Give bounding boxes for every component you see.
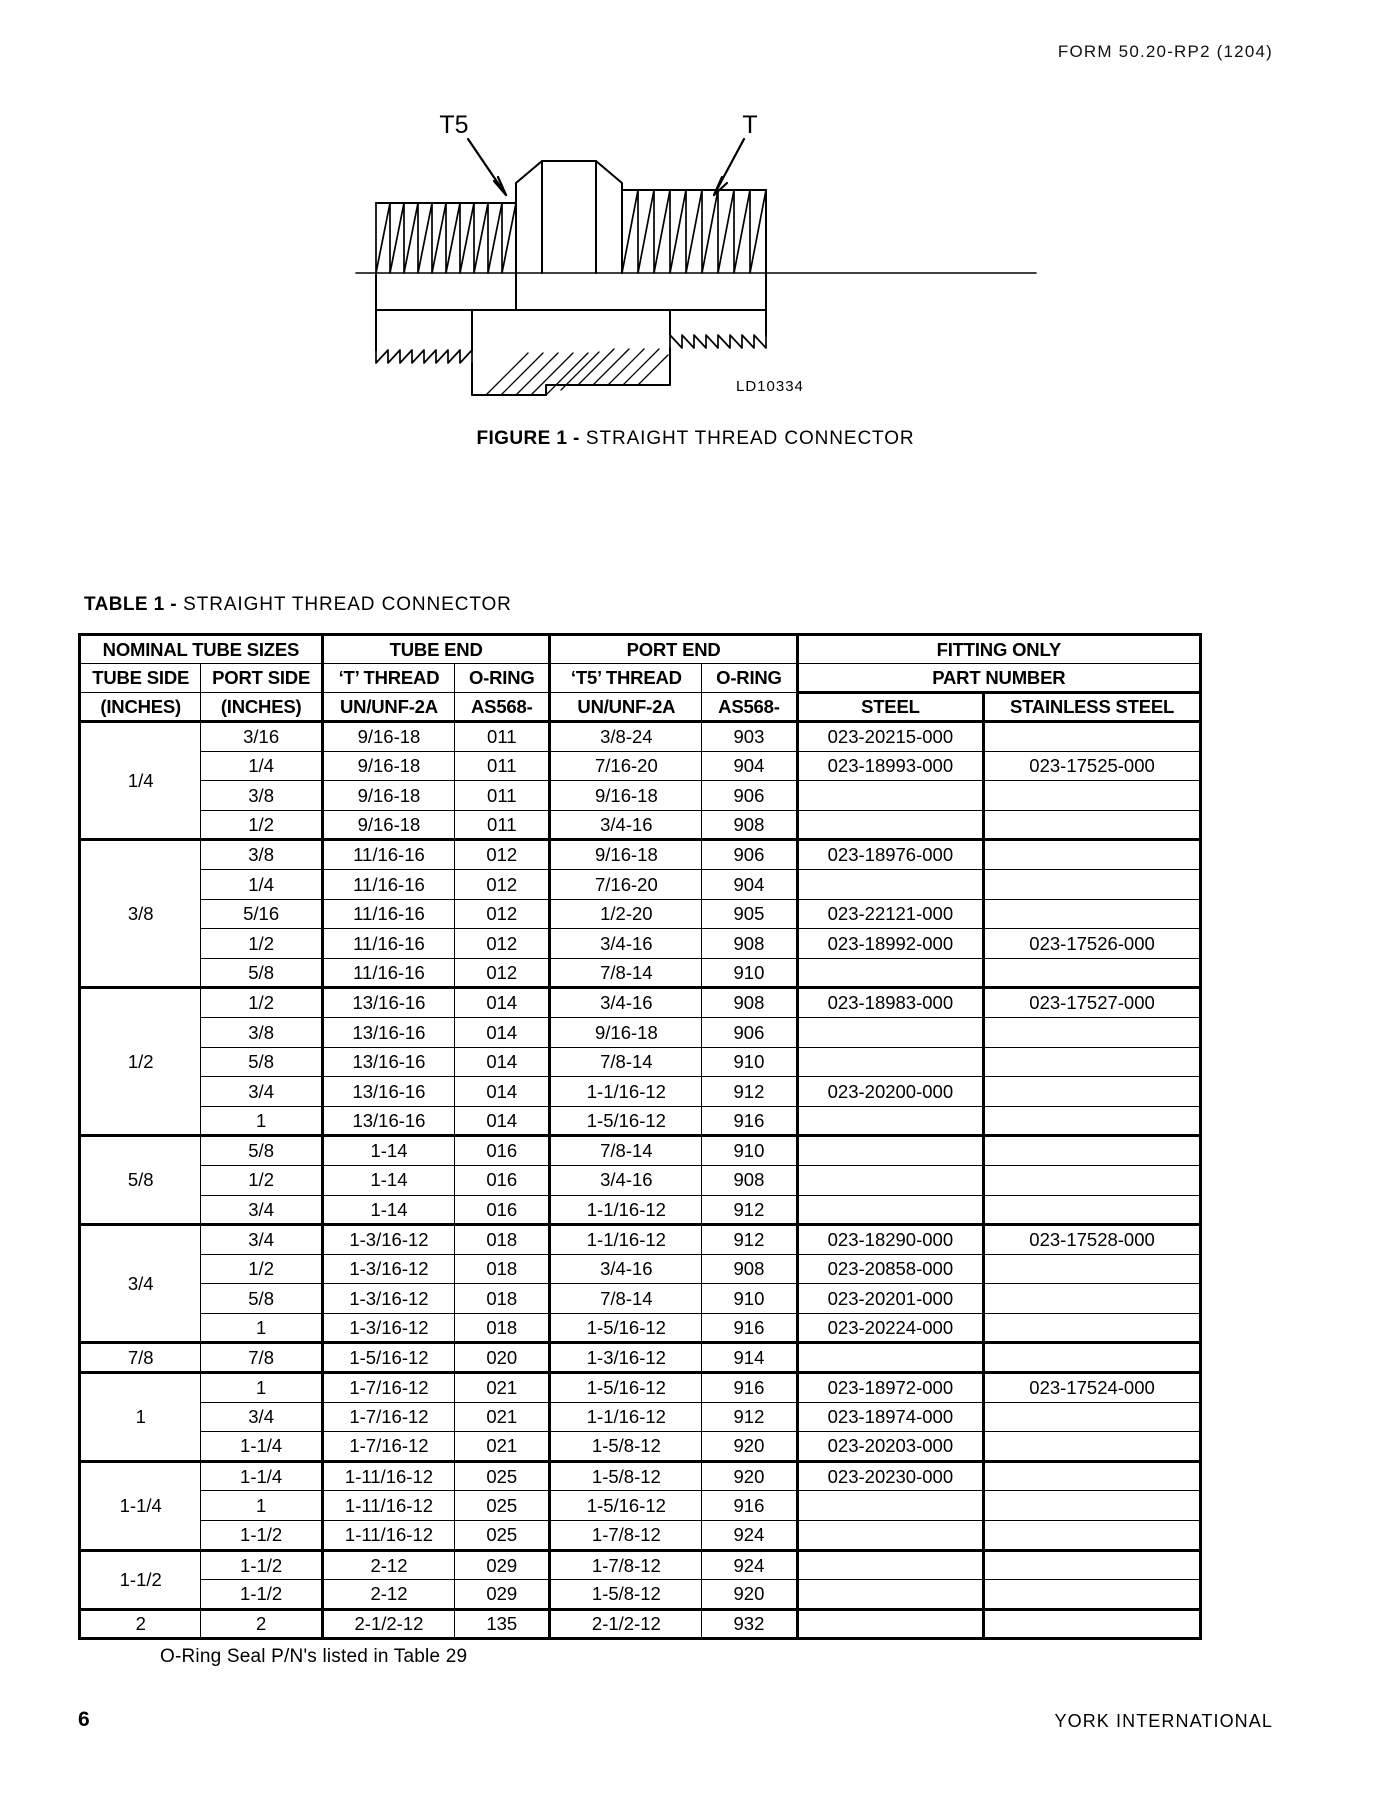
cell-port-side: 1/2	[201, 988, 322, 1018]
cell-t-thread: 1-11/16-12	[322, 1461, 454, 1491]
cell-oring-tube: 029	[455, 1580, 550, 1610]
th-part-number: PART NUMBER	[797, 664, 1200, 693]
cell-steel: 023-18976-000	[797, 840, 983, 870]
cell-t-thread: 1-7/16-12	[322, 1432, 454, 1462]
th-oring-tube-spec: AS568-	[455, 693, 550, 722]
cell-stainless	[984, 1313, 1201, 1343]
cell-oring-port: 910	[702, 1284, 797, 1314]
drawing-id: LD10334	[735, 378, 804, 395]
cell-oring-tube: 014	[455, 1077, 550, 1107]
cell-port-side: 1/2	[201, 1254, 322, 1284]
cell-oring-tube: 011	[455, 722, 550, 752]
cell-steel	[797, 810, 983, 840]
table-caption-text: STRAIGHT THREAD CONNECTOR	[176, 594, 512, 615]
cell-stainless	[984, 1461, 1201, 1491]
cell-steel: 023-18972-000	[797, 1373, 983, 1403]
cell-stainless	[984, 1609, 1201, 1639]
cell-t5-thread: 1-5/8-12	[550, 1461, 702, 1491]
cell-stainless	[984, 1165, 1201, 1195]
cell-port-side: 1	[201, 1491, 322, 1521]
label-t: T	[741, 111, 758, 139]
cell-t5-thread: 7/8-14	[550, 1047, 702, 1077]
cell-t5-thread: 9/16-18	[550, 781, 702, 811]
cell-steel	[797, 1491, 983, 1521]
cell-oring-port: 910	[702, 958, 797, 988]
table-row	[80, 722, 1201, 752]
cell-t5-thread: 1-5/8-12	[550, 1432, 702, 1462]
cell-oring-tube: 018	[455, 1254, 550, 1284]
cell-t5-thread: 7/8-14	[550, 1136, 702, 1166]
cell-oring-tube: 014	[455, 1047, 550, 1077]
cell-oring-tube: 018	[455, 1284, 550, 1314]
page-number: 6	[78, 1708, 90, 1731]
cell-t5-thread: 1-5/16-12	[550, 1106, 702, 1136]
cell-oring-port: 904	[702, 751, 797, 781]
cell-t-thread: 1-5/16-12	[322, 1343, 454, 1373]
cell-oring-port: 916	[702, 1313, 797, 1343]
cell-port-side: 3/8	[201, 840, 322, 870]
table-row	[80, 1609, 1201, 1639]
cell-port-side: 1-1/4	[201, 1461, 322, 1491]
cell-t-thread: 1-11/16-12	[322, 1521, 454, 1551]
cell-oring-tube: 011	[455, 751, 550, 781]
cell-steel	[797, 1047, 983, 1077]
cell-oring-tube: 018	[455, 1225, 550, 1255]
cell-oring-port: 908	[702, 1254, 797, 1284]
th-fitting-only: FITTING ONLY	[797, 635, 1200, 664]
cell-steel: 023-20201-000	[797, 1284, 983, 1314]
table-row	[80, 1550, 1201, 1580]
cell-port-side: 1	[201, 1106, 322, 1136]
cell-t-thread: 11/16-16	[322, 840, 454, 870]
cell-port-side: 3/4	[201, 1225, 322, 1255]
table-row	[80, 840, 1201, 870]
table-row	[80, 1491, 1201, 1521]
cell-t-thread: 9/16-18	[322, 751, 454, 781]
cell-steel	[797, 1521, 983, 1551]
cell-stainless	[984, 1284, 1201, 1314]
cell-steel: 023-18992-000	[797, 929, 983, 959]
cell-oring-tube: 021	[455, 1432, 550, 1462]
table-head	[80, 635, 1201, 722]
table-footnote: O-Ring Seal P/N's listed in Table 29	[160, 1646, 468, 1667]
cell-steel: 023-18983-000	[797, 988, 983, 1018]
cell-oring-port: 904	[702, 869, 797, 899]
cell-t-thread: 9/16-18	[322, 722, 454, 752]
cell-port-side: 3/4	[201, 1077, 322, 1107]
cell-stainless: 023-17525-000	[984, 751, 1201, 781]
table-row	[80, 1225, 1201, 1255]
cell-port-side: 3/8	[201, 781, 322, 811]
cell-t-thread: 1-14	[322, 1136, 454, 1166]
cell-steel: 023-20200-000	[797, 1077, 983, 1107]
cell-port-side: 1/2	[201, 810, 322, 840]
cell-stainless	[984, 810, 1201, 840]
cell-stainless	[984, 869, 1201, 899]
cell-stainless	[984, 958, 1201, 988]
th-t5-thread: ‘T5’ THREAD	[550, 664, 702, 693]
table-row	[80, 1077, 1201, 1107]
cell-oring-port: 916	[702, 1106, 797, 1136]
cell-tube-side: 1	[80, 1373, 201, 1462]
th-t5-thread-spec: UN/UNF-2A	[550, 693, 702, 722]
table-row	[80, 751, 1201, 781]
cell-stainless	[984, 1521, 1201, 1551]
cell-t5-thread: 3/4-16	[550, 1165, 702, 1195]
table-caption-label: TABLE 1 -	[84, 594, 177, 615]
cell-t-thread: 9/16-18	[322, 781, 454, 811]
cell-t-thread: 11/16-16	[322, 899, 454, 929]
cell-port-side: 5/8	[201, 958, 322, 988]
cell-oring-tube: 029	[455, 1550, 550, 1580]
cell-steel	[797, 1580, 983, 1610]
cell-t5-thread: 9/16-18	[550, 1017, 702, 1047]
th-tube-side-units: (INCHES)	[80, 693, 201, 722]
cell-oring-port: 916	[702, 1491, 797, 1521]
cell-oring-port: 920	[702, 1580, 797, 1610]
cell-port-side: 1/4	[201, 751, 322, 781]
table-row	[80, 929, 1201, 959]
cell-oring-tube: 014	[455, 1106, 550, 1136]
cell-port-side: 1	[201, 1313, 322, 1343]
cell-oring-tube: 025	[455, 1521, 550, 1551]
cell-oring-tube: 012	[455, 958, 550, 988]
th-tube-end: TUBE END	[322, 635, 550, 664]
table-row	[80, 1313, 1201, 1343]
company-name: YORK INTERNATIONAL	[1054, 1711, 1273, 1731]
cell-t-thread: 13/16-16	[322, 1106, 454, 1136]
table-row	[80, 1580, 1201, 1610]
cell-oring-port: 912	[702, 1077, 797, 1107]
figure-caption-label: FIGURE 1 -	[476, 428, 580, 449]
cell-t-thread: 2-12	[322, 1580, 454, 1610]
cell-t5-thread: 3/8-24	[550, 722, 702, 752]
cell-steel	[797, 781, 983, 811]
cell-steel	[797, 1136, 983, 1166]
cell-t5-thread: 3/4-16	[550, 1254, 702, 1284]
table-row	[80, 1047, 1201, 1077]
cell-port-side: 2	[201, 1609, 322, 1639]
cell-t5-thread: 1/2-20	[550, 899, 702, 929]
cell-port-side: 1	[201, 1373, 322, 1403]
cell-stainless	[984, 1195, 1201, 1225]
cell-t5-thread: 1-1/16-12	[550, 1077, 702, 1107]
cell-oring-tube: 014	[455, 988, 550, 1018]
cell-steel: 023-20203-000	[797, 1432, 983, 1462]
cell-tube-side: 1/4	[80, 722, 201, 840]
cell-t-thread: 1-7/16-12	[322, 1373, 454, 1403]
cell-t-thread: 9/16-18	[322, 810, 454, 840]
cell-port-side: 5/8	[201, 1284, 322, 1314]
cell-oring-port: 910	[702, 1136, 797, 1166]
cell-t5-thread: 9/16-18	[550, 840, 702, 870]
cell-port-side: 1/2	[201, 929, 322, 959]
cell-steel	[797, 958, 983, 988]
cell-oring-port: 914	[702, 1343, 797, 1373]
cell-oring-port: 932	[702, 1609, 797, 1639]
cell-oring-port: 920	[702, 1461, 797, 1491]
cell-port-side: 1/2	[201, 1165, 322, 1195]
cell-port-side: 5/8	[201, 1136, 322, 1166]
th-nominal-tube-sizes: NOMINAL TUBE SIZES	[80, 635, 323, 664]
cell-t-thread: 11/16-16	[322, 929, 454, 959]
cell-t5-thread: 2-1/2-12	[550, 1609, 702, 1639]
table-row	[80, 810, 1201, 840]
cell-t5-thread: 7/8-14	[550, 958, 702, 988]
cell-oring-port: 908	[702, 988, 797, 1018]
cell-oring-port: 920	[702, 1432, 797, 1462]
cell-tube-side: 7/8	[80, 1343, 201, 1373]
cell-stainless	[984, 840, 1201, 870]
cell-oring-tube: 021	[455, 1373, 550, 1403]
cell-t-thread: 11/16-16	[322, 869, 454, 899]
cell-oring-tube: 018	[455, 1313, 550, 1343]
cell-t5-thread: 1-7/8-12	[550, 1521, 702, 1551]
cell-stainless	[984, 1017, 1201, 1047]
cell-oring-port: 908	[702, 929, 797, 959]
cell-stainless	[984, 1254, 1201, 1284]
cell-t5-thread: 7/8-14	[550, 1284, 702, 1314]
cell-t-thread: 1-7/16-12	[322, 1402, 454, 1432]
th-stainless-steel: STAINLESS STEEL	[984, 693, 1201, 722]
cell-t5-thread: 3/4-16	[550, 929, 702, 959]
table-row	[80, 899, 1201, 929]
cell-oring-port: 912	[702, 1195, 797, 1225]
cell-oring-port: 908	[702, 1165, 797, 1195]
cell-oring-tube: 135	[455, 1609, 550, 1639]
header-row-2	[80, 664, 1201, 693]
cell-t-thread: 1-3/16-12	[322, 1225, 454, 1255]
cell-steel	[797, 1195, 983, 1225]
table-row	[80, 988, 1201, 1018]
cell-oring-port: 905	[702, 899, 797, 929]
cell-stainless	[984, 1432, 1201, 1462]
cell-tube-side: 5/8	[80, 1136, 201, 1225]
table-row	[80, 1136, 1201, 1166]
cell-stainless	[984, 1077, 1201, 1107]
table-row	[80, 1521, 1201, 1551]
cell-steel: 023-18974-000	[797, 1402, 983, 1432]
cell-oring-tube: 011	[455, 781, 550, 811]
th-oring-port: O-RING	[702, 664, 797, 693]
cell-tube-side: 1/2	[80, 988, 201, 1136]
cell-steel	[797, 1165, 983, 1195]
th-tube-side: TUBE SIDE	[80, 664, 201, 693]
cell-oring-port: 916	[702, 1373, 797, 1403]
cell-t5-thread: 7/16-20	[550, 751, 702, 781]
cell-steel	[797, 1017, 983, 1047]
cell-t5-thread: 1-1/16-12	[550, 1402, 702, 1432]
cell-t5-thread: 1-1/16-12	[550, 1225, 702, 1255]
cell-oring-port: 906	[702, 840, 797, 870]
cell-oring-port: 924	[702, 1521, 797, 1551]
cell-stainless	[984, 1550, 1201, 1580]
cell-stainless: 023-17528-000	[984, 1225, 1201, 1255]
cell-t-thread: 1-3/16-12	[322, 1313, 454, 1343]
cell-stainless	[984, 1402, 1201, 1432]
th-port-side: PORT SIDE	[201, 664, 322, 693]
cell-oring-tube: 016	[455, 1195, 550, 1225]
cell-port-side: 1-1/4	[201, 1432, 322, 1462]
cell-stainless	[984, 1047, 1201, 1077]
cell-t-thread: 1-14	[322, 1195, 454, 1225]
cell-steel	[797, 869, 983, 899]
cell-t5-thread: 3/4-16	[550, 988, 702, 1018]
table-row	[80, 869, 1201, 899]
cell-t-thread: 13/16-16	[322, 988, 454, 1018]
cell-port-side: 3/16	[201, 722, 322, 752]
cell-oring-tube: 025	[455, 1491, 550, 1521]
cell-steel	[797, 1609, 983, 1639]
cell-stainless	[984, 899, 1201, 929]
cell-stainless	[984, 722, 1201, 752]
form-code: FORM 50.20-RP2 (1204)	[1057, 42, 1273, 61]
cell-t-thread: 2-12	[322, 1550, 454, 1580]
cell-oring-port: 906	[702, 781, 797, 811]
cell-stainless: 023-17527-000	[984, 988, 1201, 1018]
cell-t-thread: 1-14	[322, 1165, 454, 1195]
cell-steel: 023-22121-000	[797, 899, 983, 929]
header-row-1	[80, 635, 1201, 664]
cell-t-thread: 13/16-16	[322, 1077, 454, 1107]
cell-t5-thread: 1-5/16-12	[550, 1373, 702, 1403]
cell-oring-tube: 016	[455, 1136, 550, 1166]
cell-port-side: 3/4	[201, 1402, 322, 1432]
cell-tube-side: 2	[80, 1609, 201, 1639]
cell-t-thread: 1-3/16-12	[322, 1254, 454, 1284]
cell-t5-thread: 7/16-20	[550, 869, 702, 899]
cell-oring-tube: 012	[455, 899, 550, 929]
cell-oring-tube: 021	[455, 1402, 550, 1432]
cell-t-thread: 1-3/16-12	[322, 1284, 454, 1314]
cell-port-side: 3/8	[201, 1017, 322, 1047]
table-row	[80, 1195, 1201, 1225]
cell-oring-tube: 011	[455, 810, 550, 840]
cell-t5-thread: 1-5/8-12	[550, 1580, 702, 1610]
th-port-end: PORT END	[550, 635, 797, 664]
table-row	[80, 781, 1201, 811]
cell-tube-side: 3/8	[80, 840, 201, 988]
cell-steel: 023-20224-000	[797, 1313, 983, 1343]
cell-t-thread: 13/16-16	[322, 1017, 454, 1047]
cell-stainless	[984, 1491, 1201, 1521]
th-steel: STEEL	[797, 693, 983, 722]
cell-stainless	[984, 1343, 1201, 1373]
cell-t-thread: 13/16-16	[322, 1047, 454, 1077]
cell-stainless: 023-17526-000	[984, 929, 1201, 959]
cell-oring-tube: 014	[455, 1017, 550, 1047]
figure-caption-text: STRAIGHT THREAD CONNECTOR	[579, 428, 915, 449]
cell-steel	[797, 1343, 983, 1373]
header-row-3	[80, 693, 1201, 722]
cell-t-thread: 1-11/16-12	[322, 1491, 454, 1521]
cell-oring-port: 903	[702, 722, 797, 752]
cell-oring-port: 912	[702, 1225, 797, 1255]
cell-oring-port: 908	[702, 810, 797, 840]
cell-oring-tube: 016	[455, 1165, 550, 1195]
cell-oring-tube: 020	[455, 1343, 550, 1373]
cell-oring-tube: 025	[455, 1461, 550, 1491]
table-body	[80, 722, 1201, 1639]
cell-t5-thread: 1-5/16-12	[550, 1491, 702, 1521]
connector-drawing	[346, 95, 1046, 405]
cell-t5-thread: 1-1/16-12	[550, 1195, 702, 1225]
th-port-side-units: (INCHES)	[201, 693, 322, 722]
table-row	[80, 1343, 1201, 1373]
table-row	[80, 958, 1201, 988]
cell-steel: 023-20215-000	[797, 722, 983, 752]
cell-steel	[797, 1106, 983, 1136]
cell-tube-side: 1-1/2	[80, 1550, 201, 1609]
cell-t5-thread: 1-5/16-12	[550, 1313, 702, 1343]
table-row	[80, 1373, 1201, 1403]
table-row	[80, 1284, 1201, 1314]
cell-oring-port: 924	[702, 1550, 797, 1580]
cell-stainless: 023-17524-000	[984, 1373, 1201, 1403]
table-row	[80, 1017, 1201, 1047]
cell-oring-tube: 012	[455, 840, 550, 870]
cell-port-side: 7/8	[201, 1343, 322, 1373]
th-oring-port-spec: AS568-	[702, 693, 797, 722]
table-row	[80, 1461, 1201, 1491]
cell-port-side: 5/8	[201, 1047, 322, 1077]
cell-t-thread: 2-1/2-12	[322, 1609, 454, 1639]
cell-port-side: 1-1/2	[201, 1521, 322, 1551]
spec-table	[78, 633, 1202, 1640]
cell-tube-side: 3/4	[80, 1225, 201, 1343]
cell-port-side: 1/4	[201, 869, 322, 899]
cell-oring-port: 910	[702, 1047, 797, 1077]
th-oring-tube: O-RING	[455, 664, 550, 693]
th-t-thread-spec: UN/UNF-2A	[322, 693, 454, 722]
label-t5: T5	[438, 111, 469, 139]
cell-stainless	[984, 1580, 1201, 1610]
cell-oring-port: 906	[702, 1017, 797, 1047]
cell-stainless	[984, 781, 1201, 811]
cell-port-side: 5/16	[201, 899, 322, 929]
cell-t5-thread: 1-3/16-12	[550, 1343, 702, 1373]
table-straight-thread-connector	[78, 633, 1202, 1640]
cell-port-side: 1-1/2	[201, 1580, 322, 1610]
table-row	[80, 1402, 1201, 1432]
cell-stainless	[984, 1106, 1201, 1136]
table-row	[80, 1106, 1201, 1136]
table-row	[80, 1432, 1201, 1462]
cell-oring-tube: 012	[455, 929, 550, 959]
table-row	[80, 1254, 1201, 1284]
table-row	[80, 1165, 1201, 1195]
cell-steel: 023-18993-000	[797, 751, 983, 781]
cell-steel: 023-20858-000	[797, 1254, 983, 1284]
cell-port-side: 1-1/2	[201, 1550, 322, 1580]
cell-tube-side: 1-1/4	[80, 1461, 201, 1550]
cell-stainless	[984, 1136, 1201, 1166]
cell-oring-tube: 012	[455, 869, 550, 899]
figure-caption	[0, 428, 1391, 450]
th-t-thread: ‘T’ THREAD	[322, 664, 454, 693]
cell-t5-thread: 1-7/8-12	[550, 1550, 702, 1580]
cell-t-thread: 11/16-16	[322, 958, 454, 988]
cell-steel	[797, 1550, 983, 1580]
cell-steel: 023-18290-000	[797, 1225, 983, 1255]
cell-t5-thread: 3/4-16	[550, 810, 702, 840]
cell-port-side: 3/4	[201, 1195, 322, 1225]
cell-oring-port: 912	[702, 1402, 797, 1432]
table-caption	[84, 594, 512, 616]
figure-straight-thread-connector	[0, 95, 1391, 405]
cell-steel: 023-20230-000	[797, 1461, 983, 1491]
